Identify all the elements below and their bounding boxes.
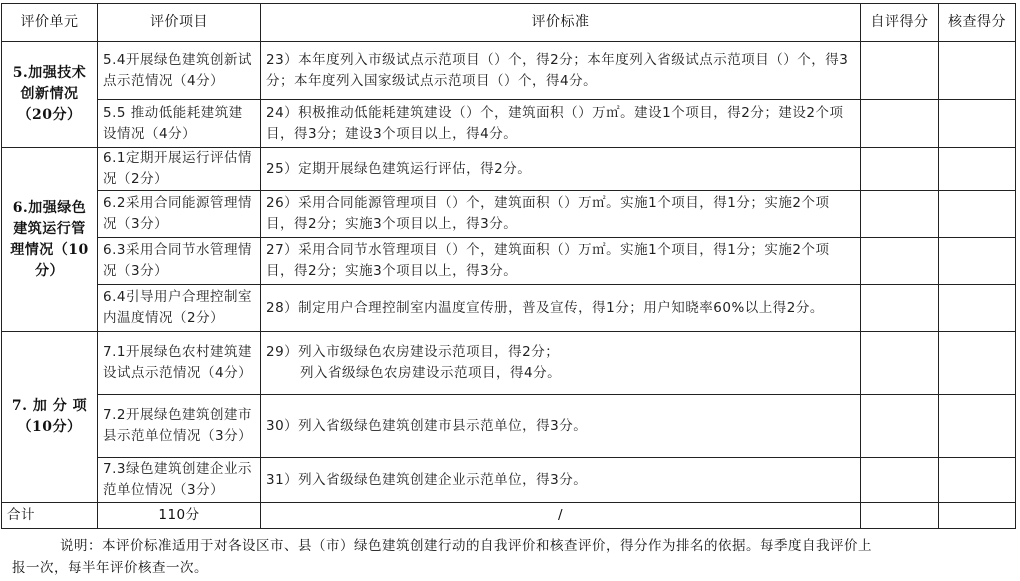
self-score-cell[interactable] (861, 395, 939, 458)
table-row (2, 100, 1016, 148)
total-check-score-cell[interactable] (939, 503, 1016, 529)
table-row (2, 458, 1016, 503)
table-row (2, 285, 1016, 332)
item-cell: 6.2采用合同能源管理情况（3分） (98, 191, 261, 238)
self-score-cell[interactable] (861, 148, 939, 191)
criteria-cell: 24）积极推动低能耗建筑建设（）个，建筑面积（）万㎡。建设1个项目，得2分；建设2个项目，得3分；建设3个项目以上，得4分。 (261, 100, 861, 148)
criteria-line: 29）列入市级绿色农房建设示范项目，得2分； (266, 344, 560, 360)
self-score-cell[interactable] (861, 100, 939, 148)
item-cell: 7.3绿色建筑创建企业示范单位情况（3分） (98, 458, 261, 503)
criteria-cell: 26）采用合同能源管理项目（）个，建筑面积（）万㎡。实施1个项目，得1分；实施2个项目，得2分；实施3个项目以上，得3分。 (261, 191, 861, 238)
header-criteria: 评价标准 (261, 4, 861, 42)
check-score-cell[interactable] (939, 238, 1016, 285)
unit-cell: 5.加强技术创新情况（20分） (2, 42, 98, 148)
total-self-score-cell[interactable] (861, 503, 939, 529)
check-score-cell[interactable] (939, 100, 1016, 148)
item-cell: 5.4开展绿色建筑创新试点示范情况（4分） (98, 42, 261, 100)
header-row (2, 4, 1016, 42)
table-row (2, 332, 1016, 395)
total-row (2, 503, 1016, 529)
check-score-cell[interactable] (939, 191, 1016, 238)
table-row (2, 191, 1016, 238)
header-item: 评价项目 (98, 4, 261, 42)
item-cell: 5.5 推动低能耗建筑建设情况（4分） (98, 100, 261, 148)
check-score-cell[interactable] (939, 285, 1016, 332)
check-score-cell[interactable] (939, 458, 1016, 503)
total-criteria: / (261, 503, 861, 529)
self-score-cell[interactable] (861, 332, 939, 395)
self-score-cell[interactable] (861, 238, 939, 285)
criteria-cell: 27）采用合同节水管理项目（）个，建筑面积（）万㎡。实施1个项目，得1分；实施2个项目，得2分；实施3个项目以上，得3分。 (261, 238, 861, 285)
check-score-cell[interactable] (939, 332, 1016, 395)
self-score-cell[interactable] (861, 285, 939, 332)
table-row (2, 395, 1016, 458)
check-score-cell[interactable] (939, 42, 1016, 100)
table-row (2, 238, 1016, 285)
criteria-line: 列入省级绿色农房建设示范项目，得4分。 (300, 365, 562, 381)
header-self-score: 自评得分 (861, 4, 939, 42)
total-label: 合计 (2, 503, 98, 529)
criteria-cell: 31）列入省级绿色建筑创建企业示范单位，得3分。 (261, 458, 861, 503)
unit-cell: 7. 加 分 项（10分） (2, 332, 98, 503)
item-cell: 7.1开展绿色农村建筑建设试点示范情况（4分） (98, 332, 261, 395)
self-score-cell[interactable] (861, 42, 939, 100)
check-score-cell[interactable] (939, 395, 1016, 458)
item-cell: 6.1定期开展运行评估情况（2分） (98, 148, 261, 191)
criteria-cell (261, 332, 861, 395)
total-value: 110分 (98, 503, 261, 529)
item-cell: 6.4引导用户合理控制室内温度情况（2分） (98, 285, 261, 332)
self-score-cell[interactable] (861, 458, 939, 503)
header-check-score: 核查得分 (939, 4, 1016, 42)
footnote (0, 535, 1010, 579)
criteria-cell: 28）制定用户合理控制室内温度宣传册，普及宣传，得1分；用户知晓率60%以上得2分。 (261, 285, 861, 332)
table-row (2, 148, 1016, 191)
criteria-cell: 23）本年度列入市级试点示范项目（）个，得2分；本年度列入省级试点示范项目（）个，得3分；本年度列入国家级试点示范项目（）个，得4分。 (261, 42, 861, 100)
item-cell: 6.3采用合同节水管理情况（3分） (98, 238, 261, 285)
item-cell: 7.2开展绿色建筑创建市县示范单位情况（3分） (98, 395, 261, 458)
unit-cell: 6.加强绿色建筑运行管理情况（10分） (2, 148, 98, 332)
check-score-cell[interactable] (939, 148, 1016, 191)
self-score-cell[interactable] (861, 191, 939, 238)
table-row (2, 42, 1016, 100)
criteria-cell: 25）定期开展绿色建筑运行评估，得2分。 (261, 148, 861, 191)
footnote-line: 说明：本评价标准适用于对各设区市、县（市）绿色建筑创建行动的自我评价和核查评价，得分作为排名的依据。每季度自我评价上 (60, 538, 872, 554)
footnote-line: 报一次，每半年评价核查一次。 (12, 560, 208, 576)
header-unit: 评价单元 (2, 4, 98, 42)
evaluation-table (1, 3, 1016, 529)
criteria-cell: 30）列入省级绿色建筑创建市县示范单位，得3分。 (261, 395, 861, 458)
